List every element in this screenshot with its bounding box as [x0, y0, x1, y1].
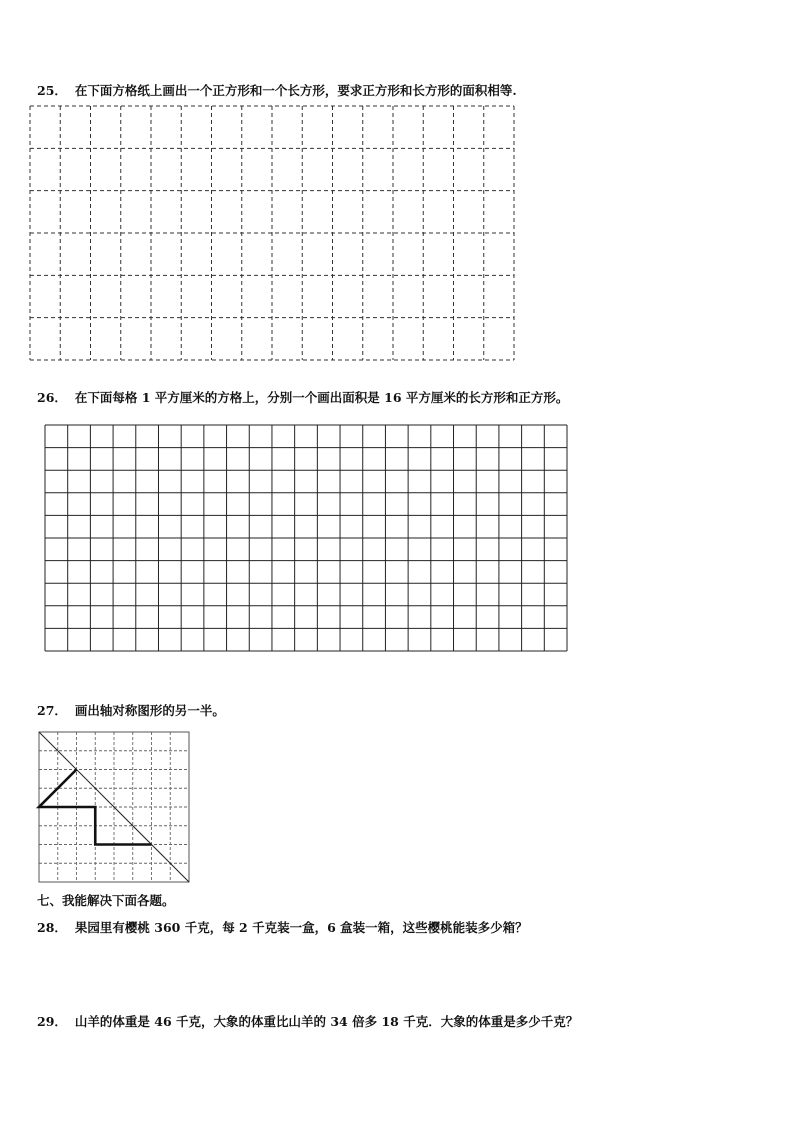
question-text: 在下面方格纸上画出一个正方形和一个长方形，要求正方形和长方形的面积相等.: [74, 83, 517, 98]
symmetry-grid-q27[interactable]: [38, 731, 190, 883]
question-25: [37, 83, 517, 99]
section-heading: [37, 893, 175, 909]
question-text: 在下面每格 1 平方厘米的方格上，分别一个画出面积是 16 平方厘米的长方形和正方形。: [74, 390, 569, 405]
question-28: [37, 920, 528, 936]
question-26: [37, 390, 568, 406]
square-grid-q26[interactable]: [44, 424, 568, 652]
question-number: 28．: [37, 920, 67, 935]
question-27: [37, 703, 225, 719]
question-29: [37, 1014, 578, 1030]
question-text: 果园里有樱桃 360 千克，每 2 千克装一盒，6 盒装一箱，这些樱桃能装多少箱？: [74, 920, 528, 935]
dashed-grid-q25[interactable]: [29, 105, 515, 361]
question-number: 25．: [37, 83, 67, 98]
question-number: 26．: [37, 390, 67, 405]
section-title: 七、我能解决下面各题。: [37, 893, 175, 908]
question-number: 29．: [37, 1014, 67, 1029]
question-text: 画出轴对称图形的另一半。: [74, 703, 225, 718]
question-number: 27．: [37, 703, 67, 718]
question-text: 山羊的体重是 46 千克，大象的体重比山羊的 34 倍多 18 千克．大象的体重是多少千克？: [74, 1014, 579, 1029]
